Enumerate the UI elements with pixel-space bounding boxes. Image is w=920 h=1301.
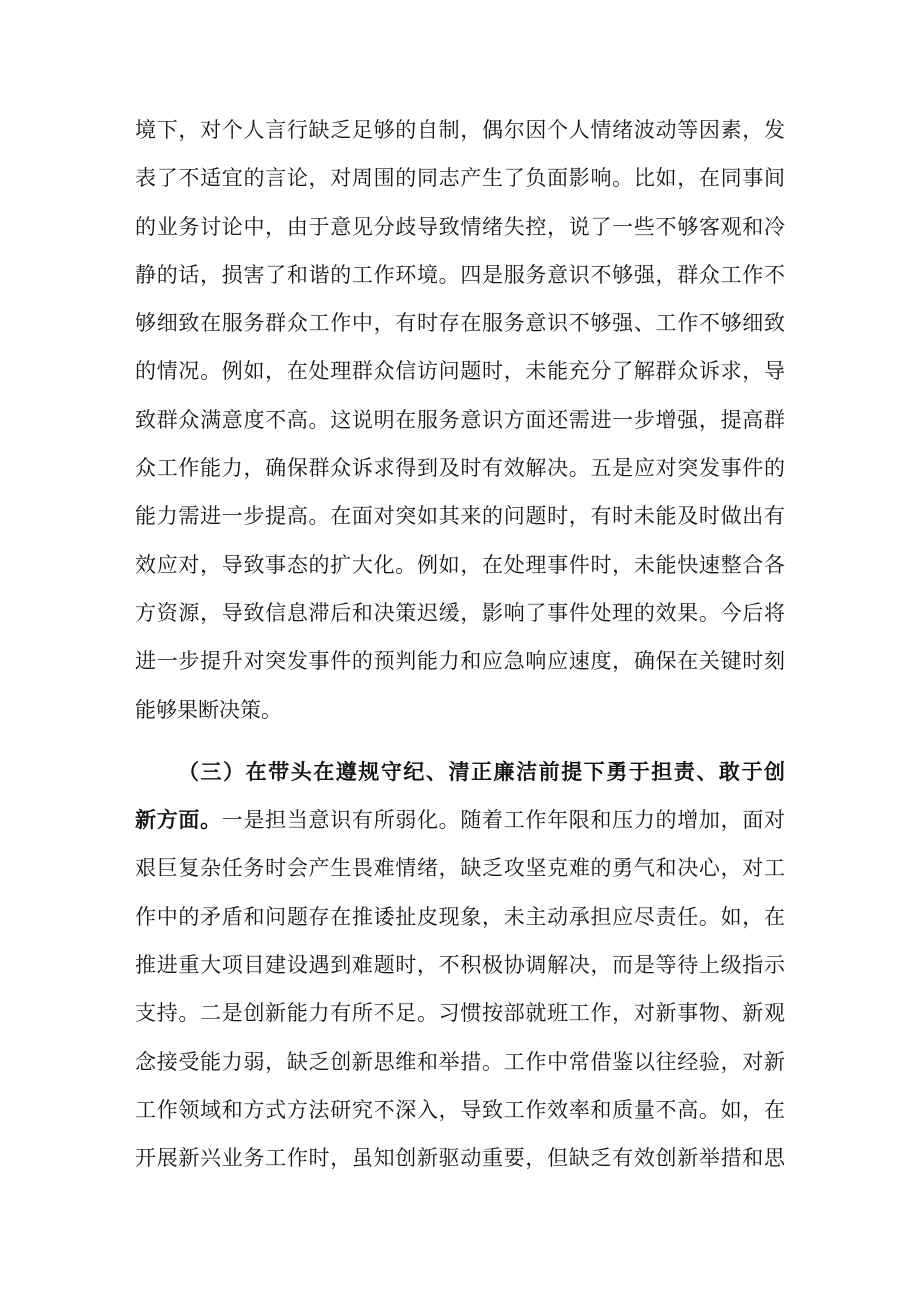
text-line: 开展新兴业务工作时，虽知创新驱动重要，但缺乏有效创新举措和思 [135,1146,785,1171]
text-line: 够细致在服务群众工作中，有时存在服务意识不够强、工作不够细致 [135,311,785,336]
text-line: 能力需进一步提高。在面对突如其来的问题时，有时未能及时做出有 [135,504,785,529]
paragraph-1 [135,106,785,734]
section-heading: （三）在带头在遵规守纪、清正廉洁前提下勇于担责、敢于创 [178,758,785,784]
text-line: 支持。二是创新能力有所不足。习惯按部就班工作，对新事物、新观 [135,1001,785,1026]
text-line: 的情况。例如，在处理群众信访问题时，未能充分了解群众诉求，导 [135,359,785,384]
text-line: 效应对，导致事态的扩大化。例如，在处理事件时，未能快速整合各 [135,552,785,577]
text-line: 念接受能力弱，缺乏创新思维和举措。工作中常借鉴以往经验，对新 [135,1049,785,1074]
document-body [135,106,785,1183]
text-line: 致群众满意度不高。这说明在服务意识方面还需进一步增强，提高群 [135,407,785,432]
text-line: 境下，对个人言行缺乏足够的自制，偶尔因个人情绪波动等因素，发 [135,118,785,142]
text-line: 能够果断决策。 [135,697,282,722]
section-heading-continuation: 新方面。 [135,807,222,833]
text-line-content: 一是担当意识有所弱化。随着工作年限和压力的增加，面对 [221,808,785,833]
text-line: 进一步提升对突发事件的预判能力和应急响应速度，确保在关键时刻 [135,649,785,674]
text-line: 工作领域和方式方法研究不深入，导致工作效率和质量不高。如，在 [135,1097,785,1122]
text-line: 表了不适宜的言论，对周围的同志产生了负面影响。比如，在同事间 [135,166,785,191]
text-line: 作中的矛盾和问题存在推诿扯皮现象，未主动承担应尽责任。如，在 [135,904,785,929]
text-line: 方资源，导致信息滞后和决策迟缓，影响了事件处理的效果。今后将 [135,600,785,625]
text-line: 推进重大项目建设遇到难题时，不积极协调解决，而是等待上级指示 [135,953,785,978]
text-line: 众工作能力，确保群众诉求得到及时有效解决。五是应对突发事件的 [135,456,785,481]
text-line: 静的话，损害了和谐的工作环境。四是服务意识不够强，群众工作不 [135,262,785,287]
text-line: 艰巨复杂任务时会产生畏难情绪，缺乏攻坚克难的勇气和决心，对工 [135,856,785,881]
text-line: 的业务讨论中，由于意见分歧导致情绪失控，说了一些不够客观和冷 [135,214,785,239]
section-3-paragraph [135,748,785,1183]
text-line [135,796,785,844]
